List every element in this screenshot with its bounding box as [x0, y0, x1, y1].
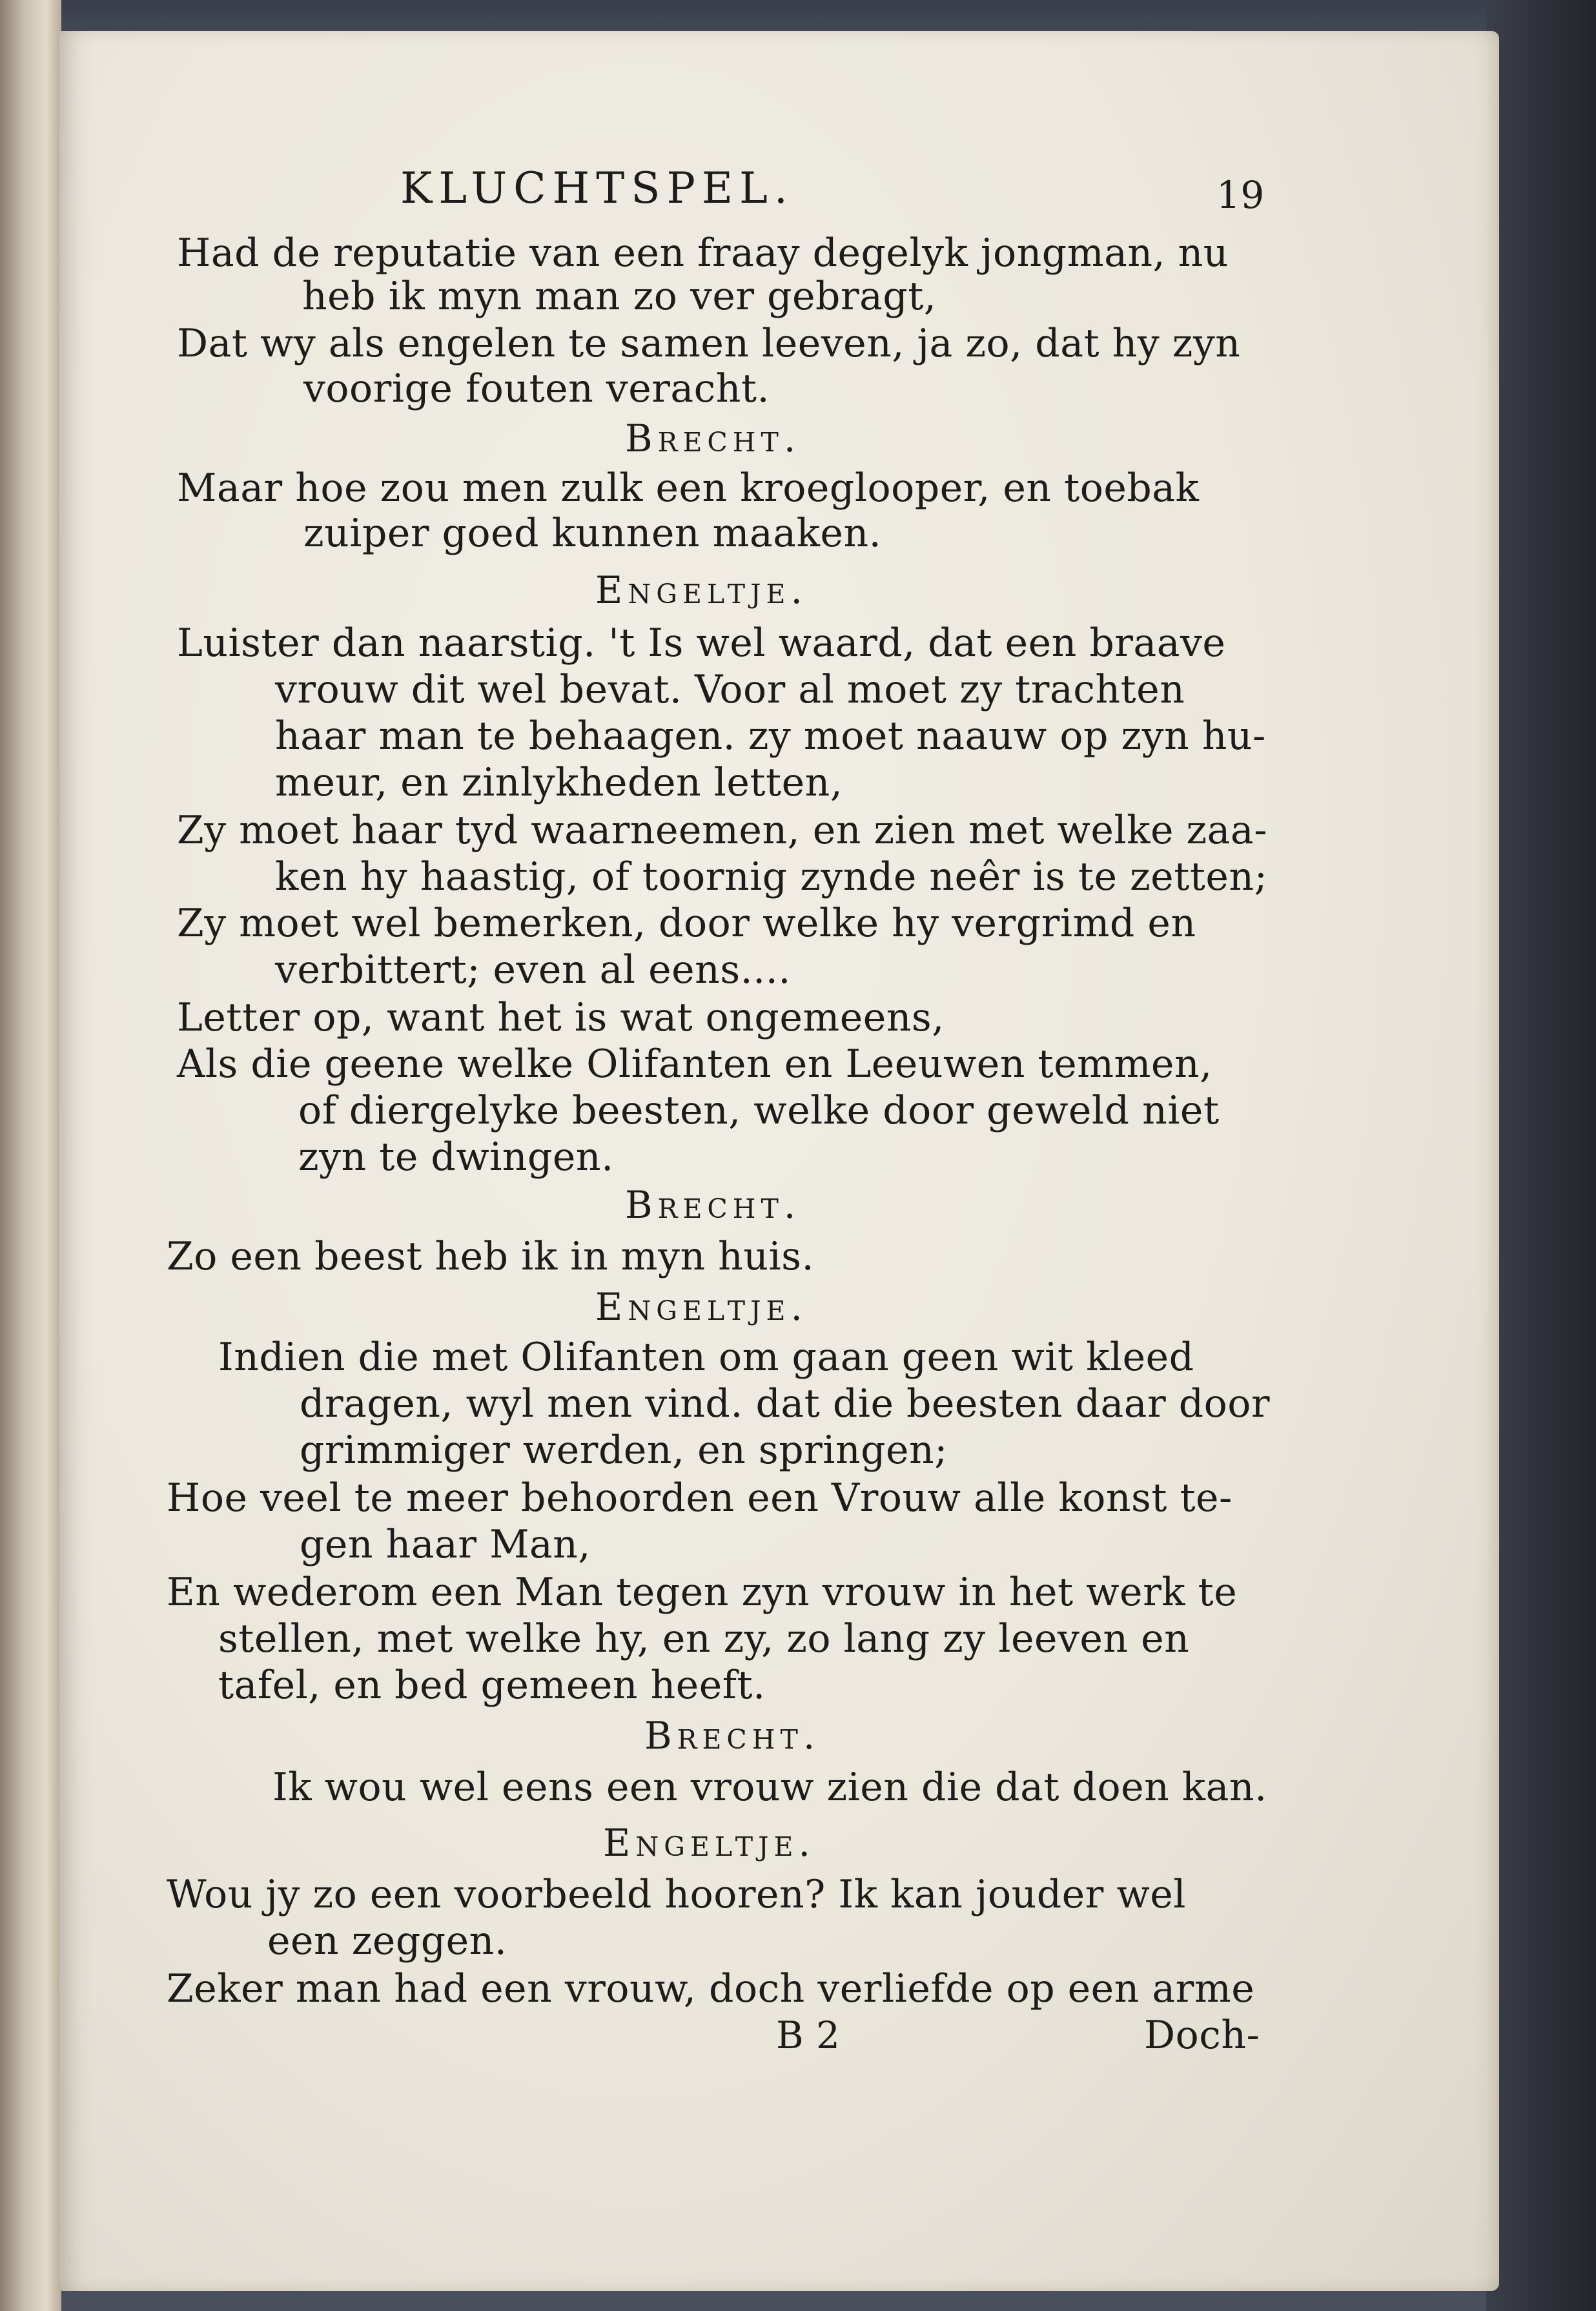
catchword: Doch-: [1144, 2013, 1260, 2058]
speaker-heading: Brecht.: [625, 416, 801, 460]
text-line: Zeker man had een vrouw, doch verliefde op een arme: [167, 1966, 1255, 2011]
text-line: Indien die met Olifanten om gaan geen wit kleed: [218, 1335, 1194, 1380]
text-line: vrouw dit wel bevat. Voor al moet zy trachten: [275, 667, 1185, 712]
text-line: een zeggen.: [267, 1918, 507, 1964]
text-line: Had de reputatie van een fraay degelyk jongman, nu: [177, 231, 1229, 276]
text-line: tafel, en bed gemeen heeft.: [218, 1663, 766, 1708]
text-line: Maar hoe zou men zulk een kroeglooper, en toebak: [177, 466, 1200, 511]
text-line: Zy moet wel bemerken, door welke hy vergrimd en: [177, 901, 1196, 946]
text-line: Zy moet haar tyd waarneemen, en zien met welke zaa-: [177, 808, 1267, 853]
text-line: zyn te dwingen.: [298, 1135, 614, 1180]
text-line: Luister dan naarstig. 't Is wel waard, dat een braave: [177, 621, 1226, 666]
text-line: dragen, wyl men vind. dat die beesten daar door: [300, 1381, 1271, 1426]
text-line: meur, en zinlykheden letten,: [275, 760, 843, 805]
background-cloth-right: [1486, 0, 1596, 2311]
text-line: Zo een beest heb ik in myn huis.: [167, 1234, 815, 1279]
running-head: KLUCHTSPEL.: [400, 163, 794, 213]
text-line: ken hy haastig, of toornig zynde neêr is te zetten;: [275, 854, 1268, 899]
text-line: Wou jy zo een voorbeeld hooren? Ik kan jouder wel: [167, 1872, 1186, 1917]
text-line: En wederom een Man tegen zyn vrouw in het werk te: [167, 1570, 1238, 1615]
text-line: voorige fouten veracht.: [303, 366, 770, 411]
text-line: zuiper goed kunnen maaken.: [303, 511, 882, 556]
text-line: Hoe veel te meer behoorden een Vrouw alle konst te-: [167, 1475, 1233, 1521]
speaker-heading: Engeltje.: [595, 568, 808, 612]
text-line: haar man te behaagen. zy moet naauw op zyn hu-: [275, 714, 1266, 759]
text-line: grimmiger werden, en springen;: [300, 1428, 948, 1473]
book-binding: [0, 0, 61, 2311]
text-line: Als die geene welke Olifanten en Leeuwen temmen,: [177, 1042, 1212, 1087]
page-number: 19: [1216, 173, 1265, 217]
text-line: Dat wy als engelen te samen leeven, ja zo, dat hy zyn: [177, 321, 1241, 366]
book-page: [59, 31, 1499, 2291]
text-line: Letter op, want het is wat ongemeens,: [177, 995, 945, 1040]
text-line: gen haar Man,: [300, 1522, 591, 1567]
text-line: Ik wou wel eens een vrouw zien die dat doen kan.: [272, 1765, 1267, 1810]
text-line: stellen, met welke hy, en zy, zo lang zy leeven en: [218, 1616, 1190, 1661]
speaker-heading: Brecht.: [644, 1714, 821, 1758]
text-line: of diergelyke beesten, welke door geweld niet: [298, 1088, 1220, 1133]
speaker-heading: Engeltje.: [603, 1821, 815, 1865]
speaker-heading: Brecht.: [625, 1183, 801, 1227]
text-line: heb ik myn man zo ver gebragt,: [302, 274, 937, 319]
text-line: verbittert; even al eens....: [275, 947, 791, 992]
signature-mark: B 2: [776, 2013, 841, 2057]
speaker-heading: Engeltje.: [595, 1285, 808, 1329]
